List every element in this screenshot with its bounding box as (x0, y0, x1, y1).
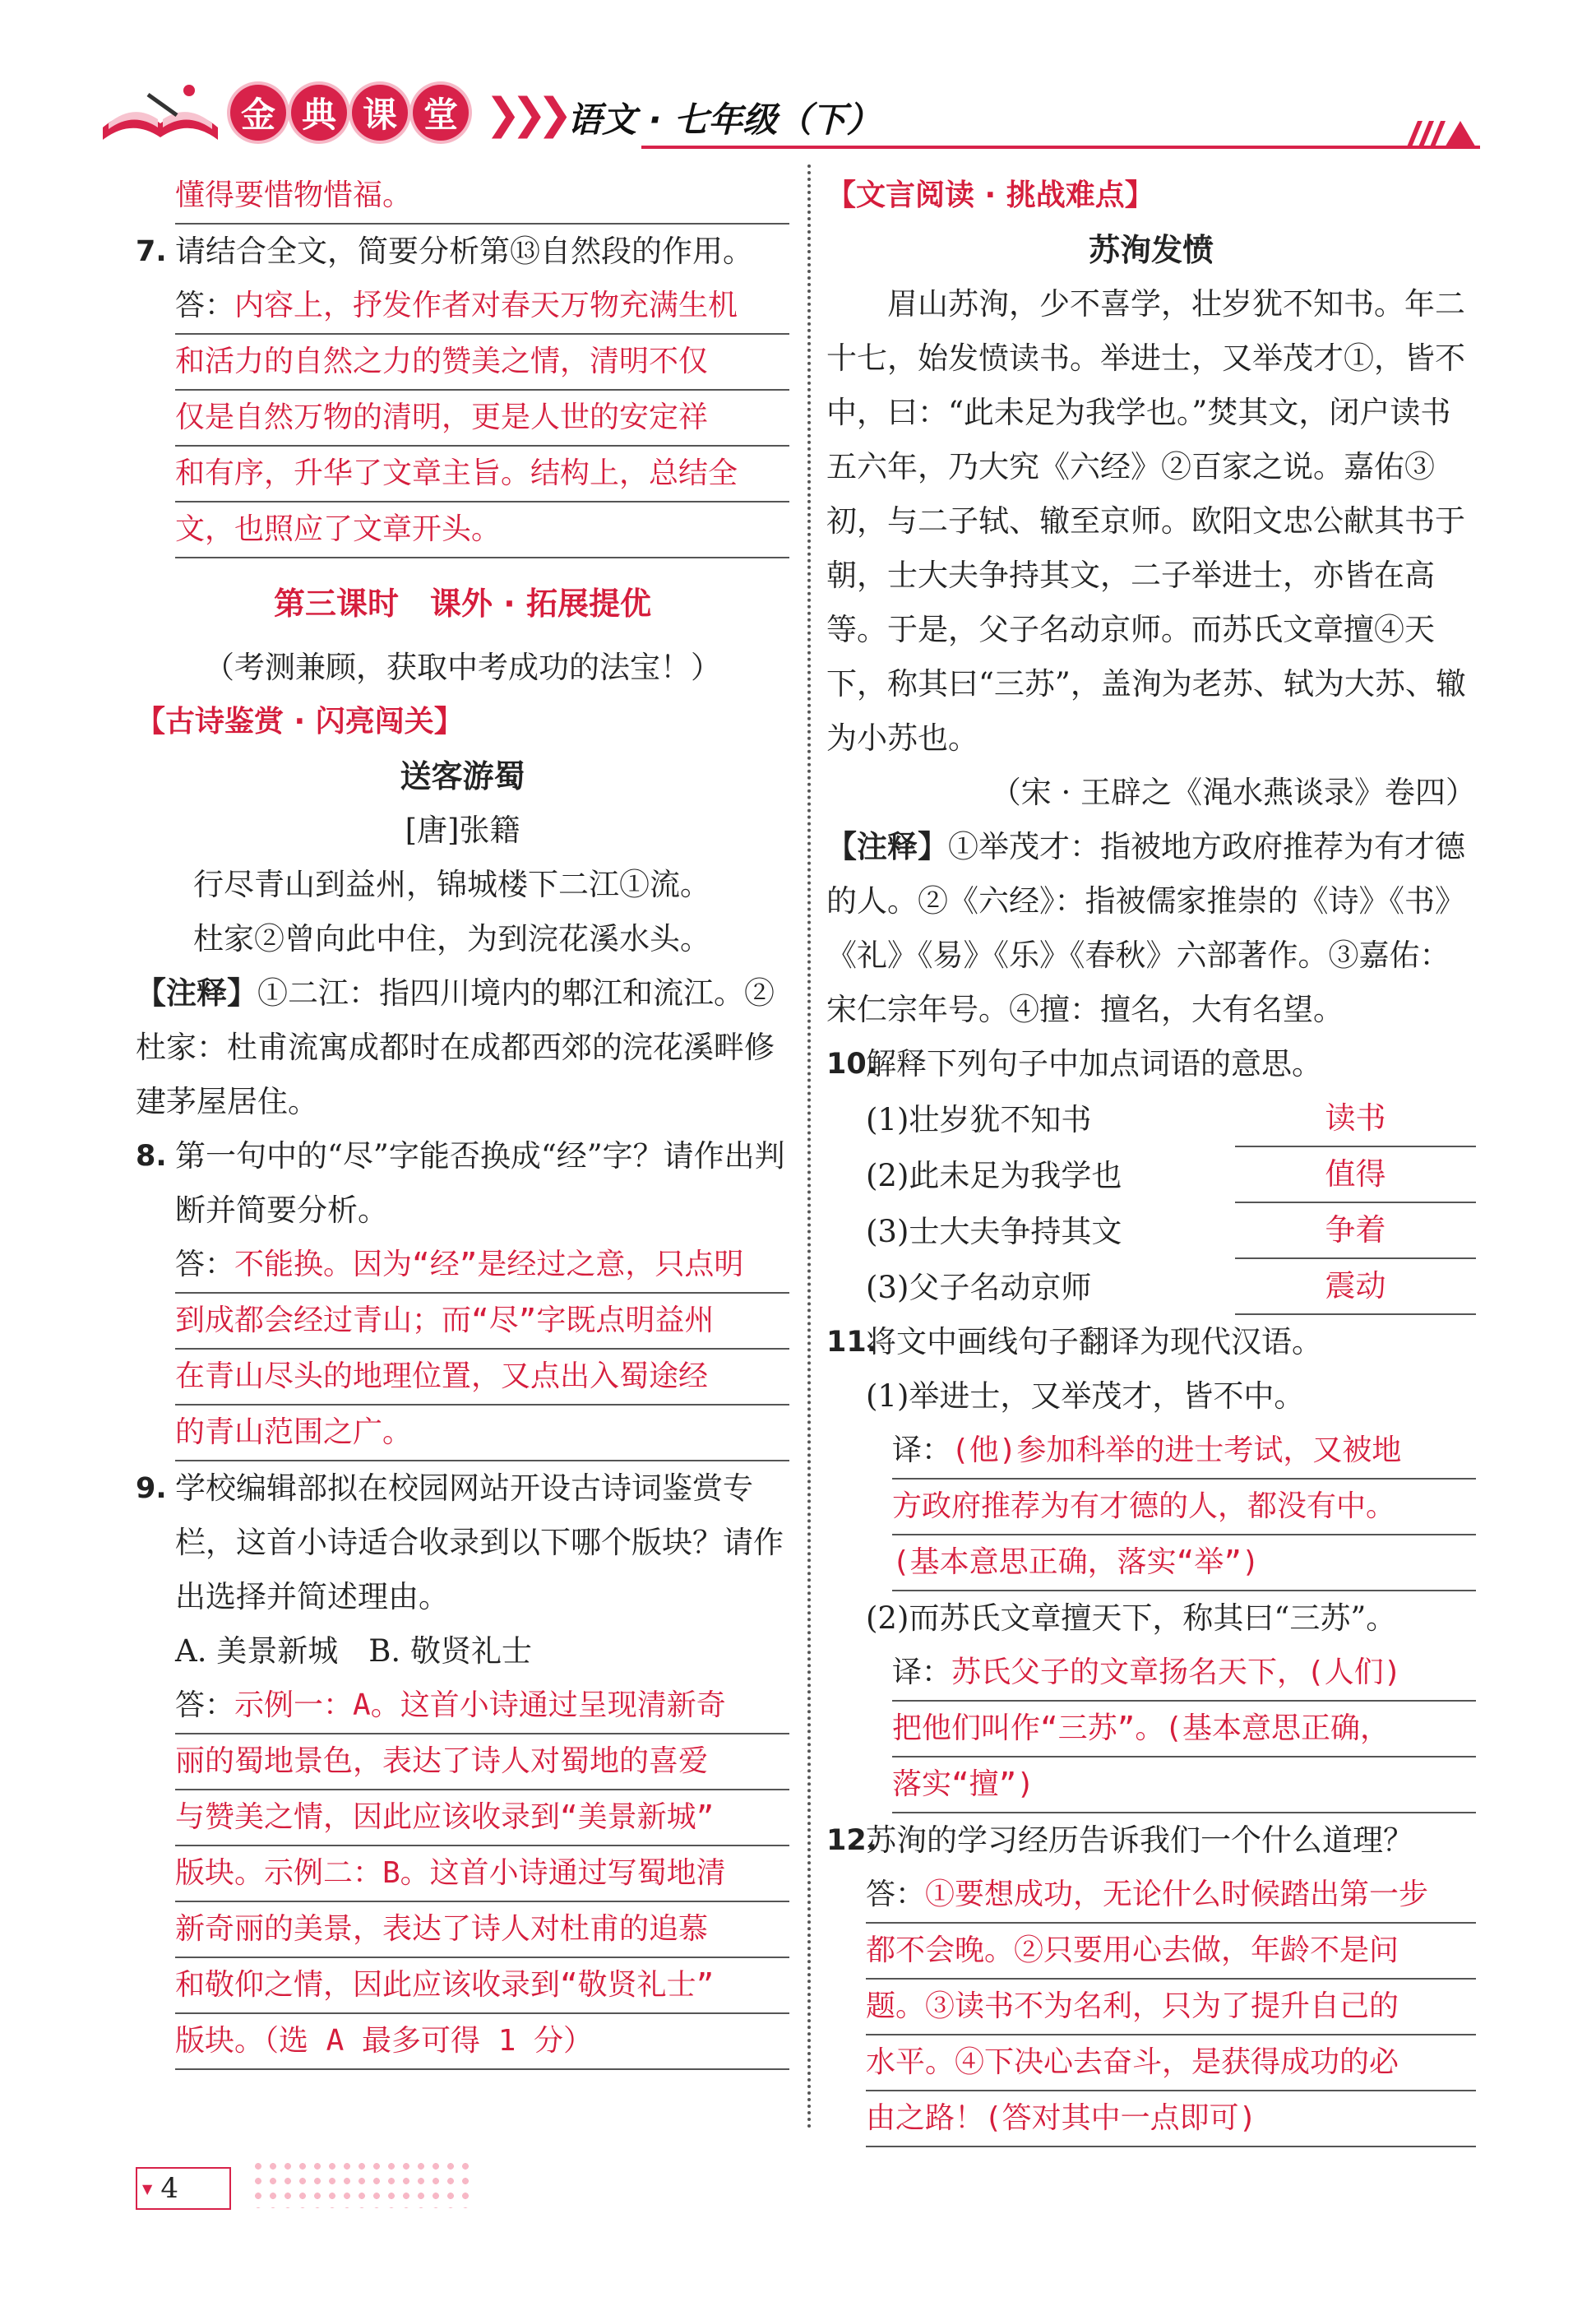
translation-2 (892, 1646, 1476, 1813)
subject-label: 语文 · 七年级（下） (567, 100, 881, 140)
answer-line: 由之路！(答对其中一点即可) (866, 2091, 1476, 2147)
page-header (99, 78, 1480, 152)
answer-line: 在青山尽头的地理位置，又点出入蜀途经 (175, 1350, 789, 1406)
answer-line: 把他们叫作“三苏”。(基本意思正确， (892, 1702, 1476, 1757)
fill-item (826, 1147, 1476, 1203)
translation-label: 译： (892, 1656, 952, 1689)
open-book-icon (99, 78, 222, 148)
question-number: 9. (136, 1472, 167, 1505)
question-9-options: A. 美景新城 B. 敬贤礼士 (175, 1633, 532, 1669)
header-stripe-icon (1406, 118, 1480, 151)
left-column (136, 169, 789, 2070)
answer-line: 和敬仰之情，因此应该收录到“敬贤礼士” (175, 1958, 789, 2014)
question-text: 第一句中的“尽”字能否换成“经”字？请作出判断并简要分析。 (175, 1138, 785, 1228)
question-10 (826, 1037, 1476, 1091)
poem-author: [唐]张籍 (405, 813, 520, 848)
answer-line: 与赞美之情，因此应该收录到“美景新城” (175, 1790, 789, 1846)
answer-line: 答：内容上，抒发作者对春天万物充满生机 (175, 279, 789, 335)
passage-title: 苏洵发愤 (1088, 231, 1214, 268)
answer-9 (175, 1679, 789, 2070)
question-text: 苏洵的学习经历告诉我们一个什么道理？ (866, 1822, 1413, 1858)
poem-title: 送客游蜀 (400, 757, 525, 794)
fill-answer: 值得 (1235, 1147, 1476, 1203)
note-text: ①二江：指四川境内的郫江和流江。②杜家：杜甫流寓成都时在成都西郊的浣花溪畔修建茅屋居住。 (136, 975, 775, 1119)
answer-line: 和活力的自然之力的赞美之情，清明不仅 (175, 335, 789, 391)
answer-line: 答：示例一：A。这首小诗通过呈现清新奇 (175, 1679, 789, 1734)
answer-label: 答： (175, 289, 235, 322)
question-number: 12. (826, 1824, 878, 1857)
brand-char: 课 (352, 85, 408, 141)
answer-line: (基本意思正确，落实“举”) (892, 1535, 1476, 1591)
fill-answer: 争着 (1235, 1203, 1476, 1259)
answer-line: 仅是自然万物的清明，更是人世的安定祥 (175, 391, 789, 447)
fill-item (826, 1091, 1476, 1147)
fill-answer: 读书 (1235, 1091, 1476, 1147)
translation-1 (892, 1424, 1476, 1591)
question-number: 8. (136, 1140, 167, 1173)
answer-line: 新奇丽的美景，表达了诗人对杜甫的追慕 (175, 1902, 789, 1958)
fill-question: (1)壮岁犹不知书 (866, 1102, 1092, 1137)
answer-line: 水平。④下决心去奋斗，是获得成功的必 (866, 2035, 1476, 2091)
note-label: 【注释】 (136, 975, 257, 1011)
answer-line: 到成都会经过青山；而“尽”字既点明益州 (175, 1294, 789, 1350)
answer-line: 落实“擅”) (892, 1757, 1476, 1813)
question-number: 10. (826, 1048, 878, 1081)
chevron-right-icon: ❯❯❯ (485, 90, 563, 139)
fill-question: (3)士大夫争持其文 (866, 1214, 1122, 1249)
classical-section-tag: 【文言阅读 · 挑战难点】 (826, 178, 1154, 212)
passage-notes (826, 820, 1476, 1037)
fill-item (826, 1203, 1476, 1259)
answer-7 (175, 279, 789, 558)
header-rule (641, 146, 1480, 149)
brand-title (230, 85, 469, 141)
answer-line: 答：不能换。因为“经”是经过之意，只点明 (175, 1238, 789, 1294)
brand-char: 金 (230, 85, 286, 141)
answer-label: 答： (175, 1248, 235, 1281)
question-7 (136, 225, 789, 279)
fill-item (826, 1259, 1476, 1315)
page-number-box (136, 2167, 231, 2210)
answer-line: 译：苏氏父子的文章扬名天下，(人们) (892, 1646, 1476, 1702)
sentence-2: (2)而苏氏文章擅天下，称其曰“三苏”。 (866, 1600, 1397, 1636)
right-column (826, 169, 1476, 2147)
poem-line: 杜家②曾向此中住，为到浣花溪水头。 (193, 921, 710, 956)
question-text: 解释下列句子中加点词语的意思。 (866, 1046, 1322, 1081)
question-text: 学校编辑部拟在校园网站开设古诗词鉴赏专栏，这首小诗适合收录到以下哪个版块？请作出选择并简述理由。 (175, 1470, 784, 1614)
brand-char: 堂 (413, 85, 469, 141)
translation-label: 译： (892, 1433, 952, 1467)
answer-line: 懂得要惜物惜福。 (175, 169, 789, 225)
fill-answer: 震动 (1235, 1259, 1476, 1315)
question-8 (136, 1129, 789, 1238)
section-subtitle: （考测兼顾，获取中考成功的法宝！） (204, 650, 721, 685)
question-12 (826, 1813, 1476, 1868)
answer-line: 题。③读书不为名利，只为了提升自己的 (866, 1980, 1476, 2035)
column-divider (807, 164, 811, 2130)
passage-source: （宋 · 王辟之《渑水燕谈录》卷四） (990, 775, 1476, 810)
note-text: ①举茂才：指被地方政府推荐为有才德的人。②《六经》：指被儒家推崇的《诗》《书》《礼》《易》《乐》《春秋》六部著作。③嘉佑：宋仁宗年号。④擅：擅名，大有名望。 (826, 829, 1465, 1027)
triangle-icon: ▼ (142, 2180, 153, 2197)
answer-line: 和有序，升华了文章主旨。结构上，总结全 (175, 447, 789, 502)
question-11 (826, 1315, 1476, 1369)
fill-question: (3)父子名动京师 (866, 1270, 1092, 1305)
question-number: 11. (826, 1326, 878, 1359)
question-9 (136, 1461, 789, 1624)
question-text: 请结合全文，简要分析第⑬自然段的作用。 (175, 234, 753, 269)
answer-line: 版块。（选 A 最多可得 1 分） (175, 2014, 789, 2070)
sentence-1: (1)举进士，又举茂才，皆不中。 (866, 1378, 1305, 1414)
answer-line: 都不会晚。②只要用心去做，年龄不是问 (866, 1924, 1476, 1980)
answer-line: 方政府推荐为有才德的人，都没有中。 (892, 1480, 1476, 1535)
note-label: 【注释】 (826, 829, 948, 864)
answer-line: 文，也照应了文章开头。 (175, 502, 789, 558)
section-title: 第三课时 课外 · 拓展提优 (274, 586, 651, 622)
page-number: 4 (160, 2172, 178, 2205)
answer-line: 译：(他)参加科举的进士考试，又被地 (892, 1424, 1476, 1480)
poem-notes (136, 966, 789, 1129)
answer-line: 丽的蜀地景色，表达了诗人对蜀地的喜爱 (175, 1734, 789, 1790)
brand-char: 典 (291, 85, 347, 141)
question-number: 7. (136, 235, 167, 268)
answer-label: 答： (866, 1878, 926, 1911)
passage-text: 眉山苏洵，少不喜学，壮岁犹不知书。年二十七，始发愤读书。举进士，又举茂才①，皆不中，曰：“此未足为我学也。”焚其文，闭户读书五六年，乃大究《六经》②百家之说。嘉佑③初，与二子轼、辙至京师。欧阳文忠公献其书于朝，士大夫争持其文，二子举进士，亦皆在高等。于是，父子名动京师。而苏氏文章擅④天下，称其曰“三苏”，盖洵为老苏、轼为大苏、辙为小苏也。 (826, 286, 1466, 756)
carryover-answer (175, 169, 789, 225)
poem-line: 行尽青山到益州，锦城楼下二江①流。 (193, 867, 710, 902)
answer-line: 版块。示例二：B。这首小诗通过写蜀地清 (175, 1846, 789, 1902)
answer-line: 的青山范围之广。 (175, 1406, 789, 1461)
decorative-dots (251, 2159, 473, 2208)
answer-line: 答：①要想成功，无论什么时候踏出第一步 (866, 1868, 1476, 1924)
answer-8 (175, 1238, 789, 1461)
question-text: 将文中画线句子翻译为现代汉语。 (866, 1324, 1322, 1359)
fill-question: (2)此未足为我学也 (866, 1158, 1122, 1193)
poem-section-tag: 【古诗鉴赏 · 闪亮闯关】 (136, 705, 464, 739)
answer-12 (866, 1868, 1476, 2147)
answer-label: 答： (175, 1688, 235, 1722)
